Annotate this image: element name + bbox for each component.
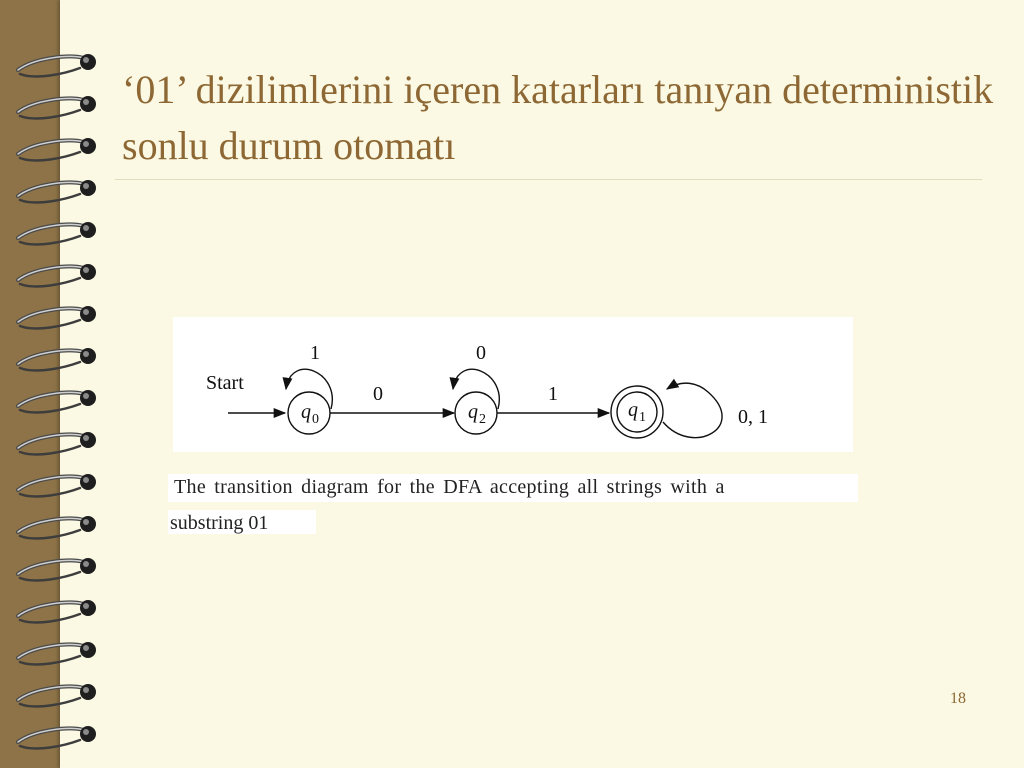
binding-ring	[14, 512, 104, 542]
caption-line-1: The transition diagram for the DFA accepting all strings with a	[168, 474, 858, 502]
svg-text:2: 2	[479, 412, 486, 427]
binding-ring	[14, 470, 104, 500]
state-q1	[611, 386, 663, 438]
svg-text:q: q	[468, 401, 478, 423]
binding-ring	[14, 134, 104, 164]
self-loop-q1	[663, 383, 722, 437]
binding-ring	[14, 428, 104, 458]
label-q0-q2: 0	[373, 383, 383, 405]
label-q2-q2: 0	[476, 342, 486, 364]
start-label: Start	[206, 372, 244, 394]
svg-text:q: q	[628, 399, 638, 421]
label-q2-q1: 1	[548, 383, 558, 405]
title-divider	[115, 179, 982, 180]
binding-ring	[14, 680, 104, 710]
state-q2	[455, 392, 497, 434]
caption-line-2: substring 01	[168, 510, 316, 534]
binding-ring	[14, 344, 104, 374]
binding-ring	[14, 302, 104, 332]
binding-ring	[14, 722, 104, 752]
binding-ring	[14, 218, 104, 248]
binding-ring	[14, 176, 104, 206]
binding-ring	[14, 50, 104, 80]
svg-text:q: q	[301, 401, 311, 423]
label-q0-q0: 1	[310, 342, 320, 364]
binding-ring	[14, 386, 104, 416]
slide-title: ‘01’ dizilimlerini içeren katarları tanıyan deterministik sonlu durum otomatı	[122, 67, 994, 168]
dfa-diagram	[173, 317, 853, 452]
binding-ring	[14, 260, 104, 290]
svg-text:1: 1	[639, 410, 646, 425]
label-q1-q1: 0, 1	[738, 406, 768, 428]
binding-ring	[14, 92, 104, 122]
dfa-svg	[173, 317, 853, 452]
binding-ring	[14, 638, 104, 668]
svg-text:0: 0	[312, 412, 319, 427]
state-q0	[288, 392, 330, 434]
binding-ring	[14, 596, 104, 626]
page-number: 18	[950, 690, 966, 707]
binding-ring	[14, 554, 104, 584]
